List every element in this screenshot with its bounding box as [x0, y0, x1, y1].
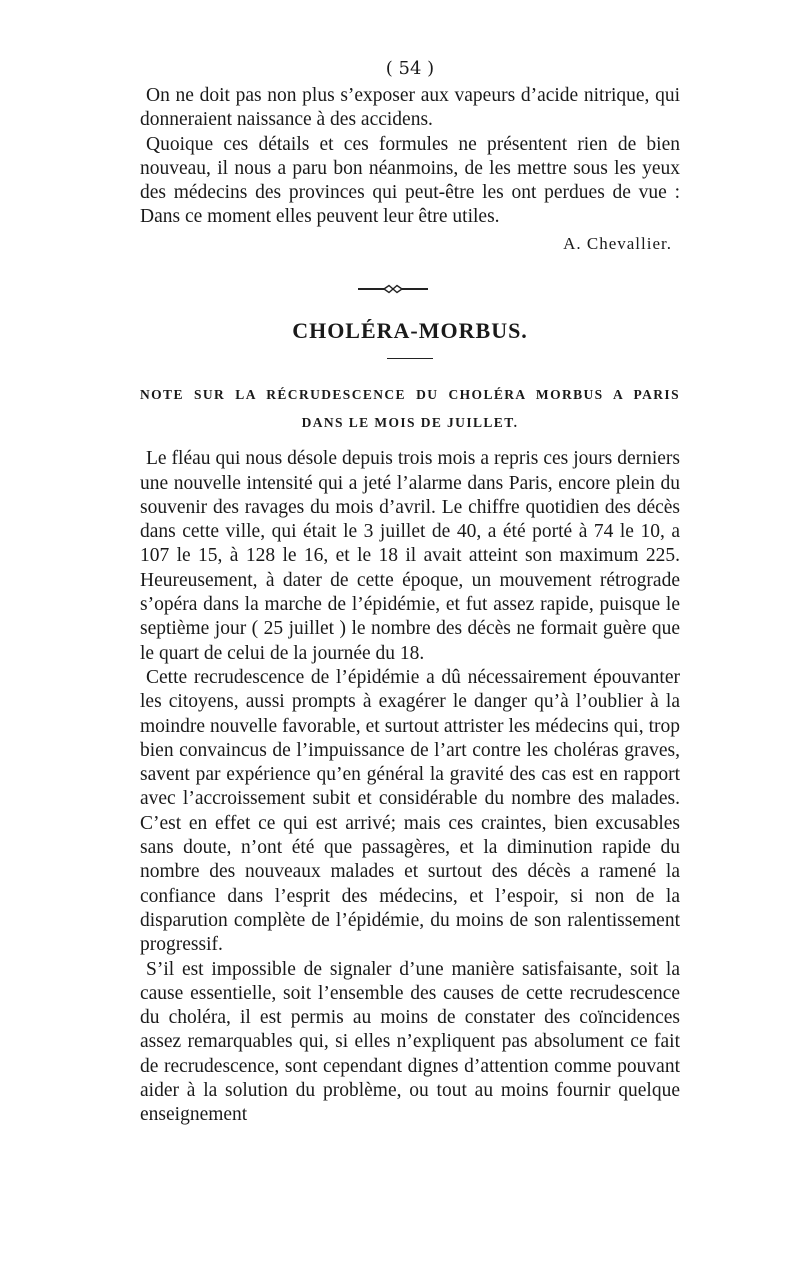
article-subtitle: NOTE SUR LA RÉCRUDESCENCE DU CHOLÉRA MORBUS A PARIS DANS LE MOIS DE JUILLET.: [140, 387, 680, 431]
fleuron-ornament-icon: [358, 284, 428, 294]
author-signature: A. Chevallier.: [563, 233, 672, 253]
body-paragraph-2: Cette recrudescence de l’épidémie a dû nécessairement épouvanter les citoyens, aussi prompts à exagérer le danger qu’à l’oublier à la moindre nouvelle favorable, et surtout attrister les médecins qui, trop bien convaincus de l’impuissance de l’art contre les choléras graves, savent par expérience qu’en général la gravité des cas est en rapport avec l’accroissement subit et considérable du nombre des malades. C’est en effet ce qui est arrivé; mais ces craintes, bien excusables sans doute, n’ont été que passagères, et la diminution rapide du nombre des nouveaux malades et surtout des décès a ramené la confiance dans l’esprit des médecins, et l’espoir, si non de la disparution complète de l’épidémie, du moins de son ralentissement progressif.: [140, 666, 680, 956]
book-page: [140, 56, 680, 1128]
article-body: [140, 447, 680, 1127]
section-divider: [140, 256, 680, 316]
intro-paragraph-2: Quoique ces détails et ces formules ne présentent rien de bien nouveau, il nous a paru bon néanmoins, de les mettre sous les yeux des médecins des provinces qui peut-être les ont perdues de vue : Dans ce moment elles peuvent leur être utiles.: [140, 133, 680, 228]
body-paragraph-1: Le fléau qui nous désole depuis trois mois a repris ces jours derniers une nouvelle intensité qui a jeté l’alarme dans Paris, encore plein du souvenir des ravages du mois d’avril. Le chiffre quotidien des décès dans cette ville, qui était le 3 juillet de 40, a été porté à 74 le 10, a 107 le 15, à 128 le 16, et le 18 il avait atteint son maximum 225. Heureusement, à dater de cette époque, un mouvement rétrograde s’opéra dans la marche de l’épidémie, et fut assez rapide, puisque le septième jour ( 25 juillet ) le nombre des décès ne formait guère que le quart de celui de la journée du 18.: [140, 448, 680, 664]
body-paragraph-3: S’il est impossible de signaler d’une manière satisfaisante, soit la cause essentielle, soit l’ensemble des causes de cette recrudescence du choléra, il est permis au moins de constater des coïncidences assez remarquables qui, si elles n’expliquent pas absolument ce fait de recrudescence, sont cependant dignes d’attention comme pouvant aider à la solution du problème, ou tout au moins fournir quelque enseignement: [140, 958, 680, 1126]
section-title: CHOLÉRA-MORBUS.: [292, 317, 528, 343]
page-number: ( 54 ): [385, 58, 435, 79]
title-underline-rule: [387, 358, 433, 360]
intro-paragraph-1: On ne doit pas non plus s’exposer aux vapeurs d’acide nitrique, qui donneraient naissance à des accidens.: [140, 85, 680, 131]
